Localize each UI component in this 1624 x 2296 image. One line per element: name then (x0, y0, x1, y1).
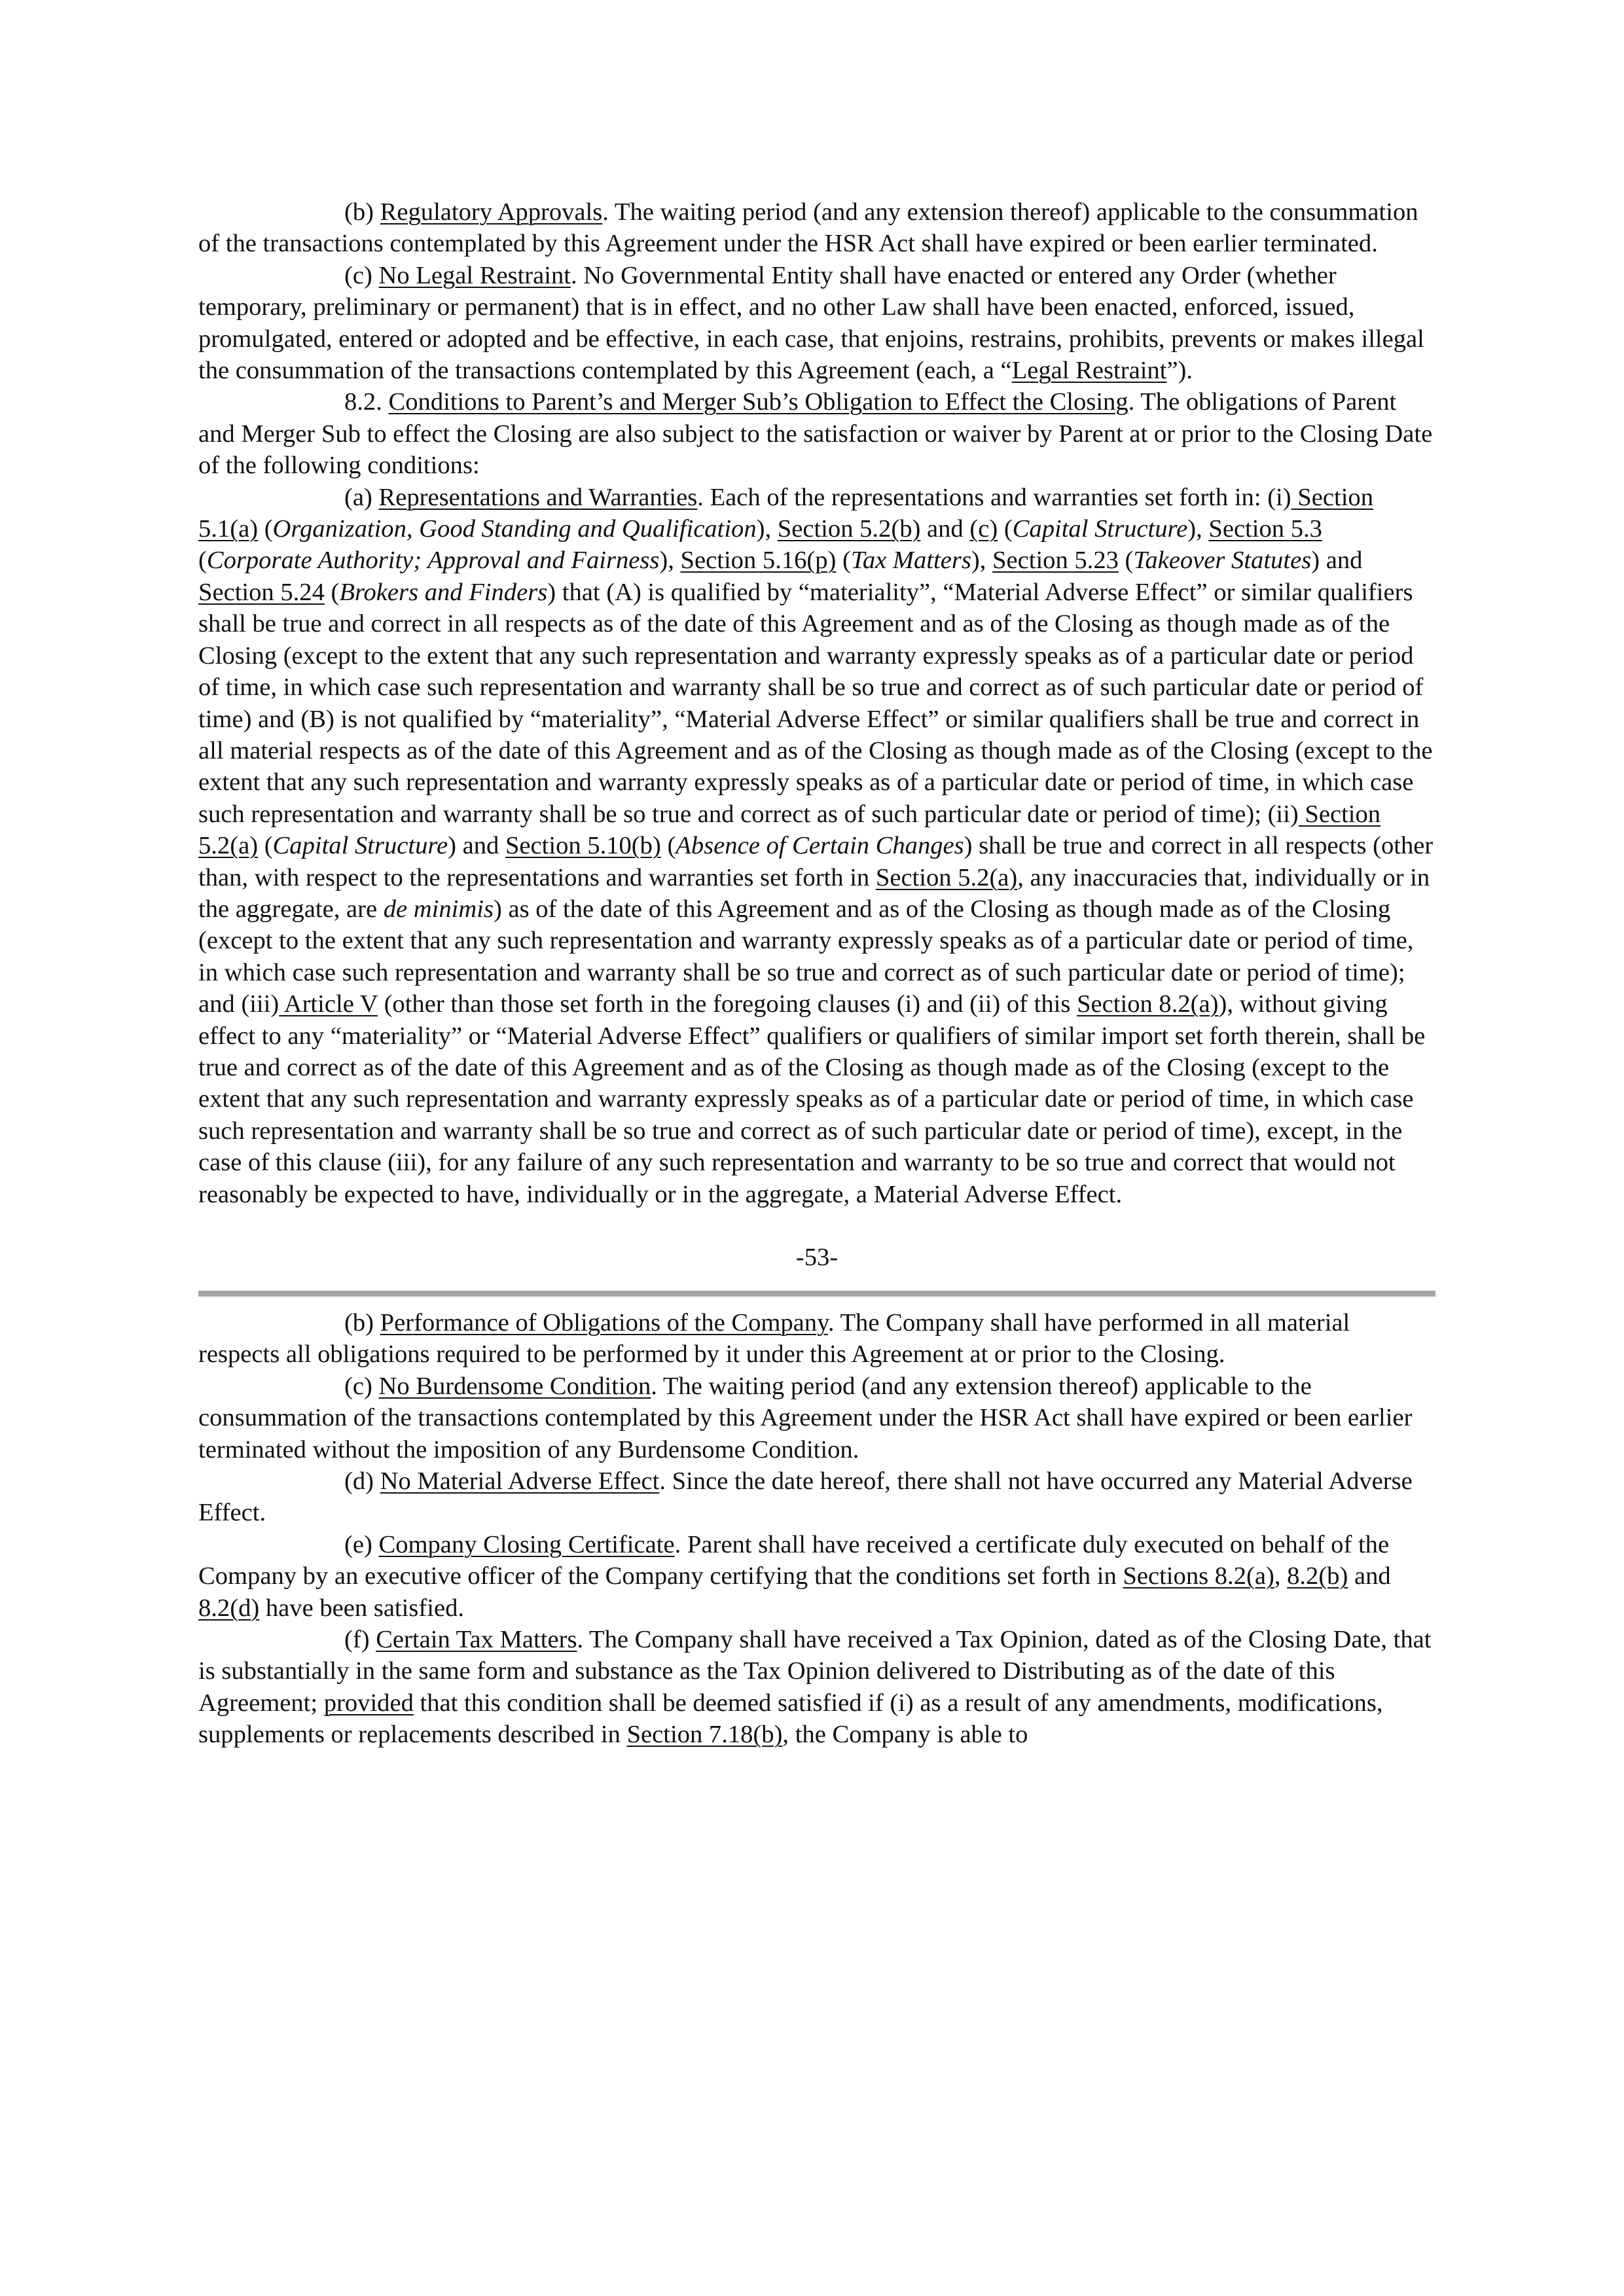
section-ref: Section 8.2(a) (1077, 990, 1219, 1018)
page-number: -53- (795, 1244, 839, 1271)
paragraph-representations-and-warranties: (a) Representations and Warranties. Each of the representations and warranties set forth in: (i) Section 5.1(a) (Organization, Good Standing and Qualification), Section 5.2(b) and (c) (Capital Structure), Section 5.3 (Corporate Authority; Approval and Fairness), Section 5.16(p) (Tax Matters), Section 5.23 (Takeover Statutes) and Section 5.24 (Brokers and Finders) that (A) is qualified by “materiality”, “Material Adverse Effect” or similar qualifiers shall be true and correct in all respects as of the date of this Agreement and as of the Closing as though made as of the Closing (except to the extent that any such representation and warranty expressly speaks as of a particular date or period of time, in which case such representation and warranty shall be so true and correct as of such particular date or period of time) and (B) is not qualified by “materiality”, “Material Adverse Effect” or similar qualifiers shall be true and correct in all material respects as of the date of this Agreement and as of the Closing as though made as of the Closing (except to the extent that any such representation and warranty expressly speaks as of a particular date or period of time, in which case such representation and warranty shall be so true and correct as of such particular date or period of time); (ii) Section 5.2(a) (Capital Structure) and Section 5.10(b) (Absence of Certain Changes) shall be true and correct in all respects (other than, with respect to the representations and warranties set forth in Section 5.2(a), any inaccuracies that, individually or in the aggregate, are de minimis) as of the date of this Agreement and as of the Closing as though made as of the Closing (except to the extent that any such representation and warranty expressly speaks as of a particular date or period of time, in which case such representation and warranty shall be so true and correct as of such particular date or period of time); and (iii) Article V (other than those set forth in the foregoing clauses (i) and (ii) of this Section 8.2(a)), without giving effect to any “materiality” or “Material Adverse Effect” qualifiers or qualifiers of similar import set forth therein, shall be true and correct as of the date of this Agreement and as of the Closing as though made as of the Closing (except to the extent that any such representation and warranty expressly speaks as of a particular date or period of time, in which case such representation and warranty shall be so true and correct as of such particular date or period of time), except, in the case of this clause (iii), for any failure of any such representation and warranty to be so true and correct that would not reasonably be expected to have, individually or in the aggregate, a Material Adverse Effect. (198, 483, 1434, 1208)
paragraph-performance-of-obligations: (b) Performance of Obligations of the Company. The Company shall have performed in all material respects all obligations required to be performed by it under this Agreement at or prior to the Closing. (198, 1309, 1350, 1369)
section-ref: Section 5.1(a) (198, 483, 1373, 543)
heading-company-closing-certificate: Company Closing Certificate (378, 1530, 675, 1558)
section-ref: Section 5.3 (1208, 515, 1322, 543)
heading-representations-and-warranties: Representations and Warranties (378, 483, 698, 511)
section-ref: Section 5.24 (198, 578, 325, 606)
defined-term-provided: provided (323, 1689, 414, 1717)
section-ref: Section 5.23 (992, 547, 1119, 575)
paragraph-no-burdensome-condition: (c) No Burdensome Condition. The waiting period (and any extension thereof) applicable to the consummation of the transactions contemplated by this Agreement under the HSR Act shall have expired or been earlier terminated without the imposition of any Burdensome Condition. (198, 1372, 1413, 1463)
section-ref: Section 7.18(b) (626, 1721, 783, 1749)
heading-certain-tax-matters: Certain Tax Matters (376, 1626, 577, 1654)
section-ref: Section 5.2(b) (777, 515, 921, 543)
paragraph-section-8-2: 8.2. Conditions to Parent’s and Merger Sub’s Obligation to Effect the Closing. The obligations of Parent and Merger Sub to effect the Closing are also subject to the satisfaction or waiver by Parent at or prior to the Closing Date of the following conditions: (198, 388, 1433, 480)
paragraph-no-legal-restraint: (c) No Legal Restraint. No Governmental Entity shall have enacted or entered any Order (whether temporary, preliminary or permanent) that is in effect, and no other Law shall have been enacted, enforced, issued, promulgated, entered or adopted and be effective, in each case, that enjoins, restrains, prohibits, prevents or makes illegal the consummation of the transactions contemplated by this Agreement (each, a “Legal Restraint”). (198, 261, 1424, 385)
heading-no-burdensome-condition: No Burdensome Condition (378, 1372, 651, 1400)
page-divider (198, 1291, 1435, 1297)
defined-term-legal-restraint: Legal Restraint (1011, 357, 1167, 385)
paragraph-certain-tax-matters: (f) Certain Tax Matters. The Company shall have received a Tax Opinion, dated as of the Closing Date, that is substantially in the same form and substance as the Tax Opinion delivered to Distributing as of the date of this Agreement; provided that this condition shall be deemed satisfied if (i) as a result of any amendments, modifications, supplements or replacements described in Section 7.18(b), the Company is able to (198, 1626, 1432, 1749)
document-page (198, 196, 1435, 1751)
heading-section-8-2: Conditions to Parent’s and Merger Sub’s Obligation to Effect the Closing (388, 388, 1128, 416)
paragraph-regulatory-approvals: (b) Regulatory Approvals. The waiting period (and any extension thereof) applicable to the consummation of the transactions contemplated by this Agreement under the HSR Act shall have expired or been earlier terminated. (198, 198, 1418, 258)
section-ref: Section 5.10(b) (505, 832, 661, 860)
paragraph-company-closing-certificate: (e) Company Closing Certificate. Parent shall have received a certificate duly executed on behalf of the Company by an executive officer of the Company certifying that the conditions set forth in Sections 8.2(a), 8.2(b) and 8.2(d) have been satisfied. (198, 1530, 1391, 1622)
paragraph-no-material-adverse-effect: (d) No Material Adverse Effect. Since the date hereof, there shall not have occurred any Material Adverse Effect. (198, 1467, 1413, 1527)
section-ref: 8.2(b) (1287, 1562, 1348, 1590)
section-ref: Section 5.2(a) (875, 863, 1018, 891)
section-ref: Sections 8.2(a) (1123, 1562, 1274, 1590)
section-ref: (c) (969, 515, 998, 543)
section-ref: Section 5.2(a) (198, 800, 1381, 860)
heading-regulatory-approvals: Regulatory Approvals (380, 198, 603, 226)
heading-performance-of-obligations: Performance of Obligations of the Company (380, 1309, 828, 1336)
heading-no-legal-restraint: No Legal Restraint (378, 261, 571, 289)
section-ref: Section 5.16(p) (680, 547, 837, 575)
section-ref: 8.2(d) (198, 1594, 260, 1622)
section-ref: Article V (279, 990, 378, 1018)
heading-no-material-adverse-effect: No Material Adverse Effect (380, 1467, 660, 1496)
